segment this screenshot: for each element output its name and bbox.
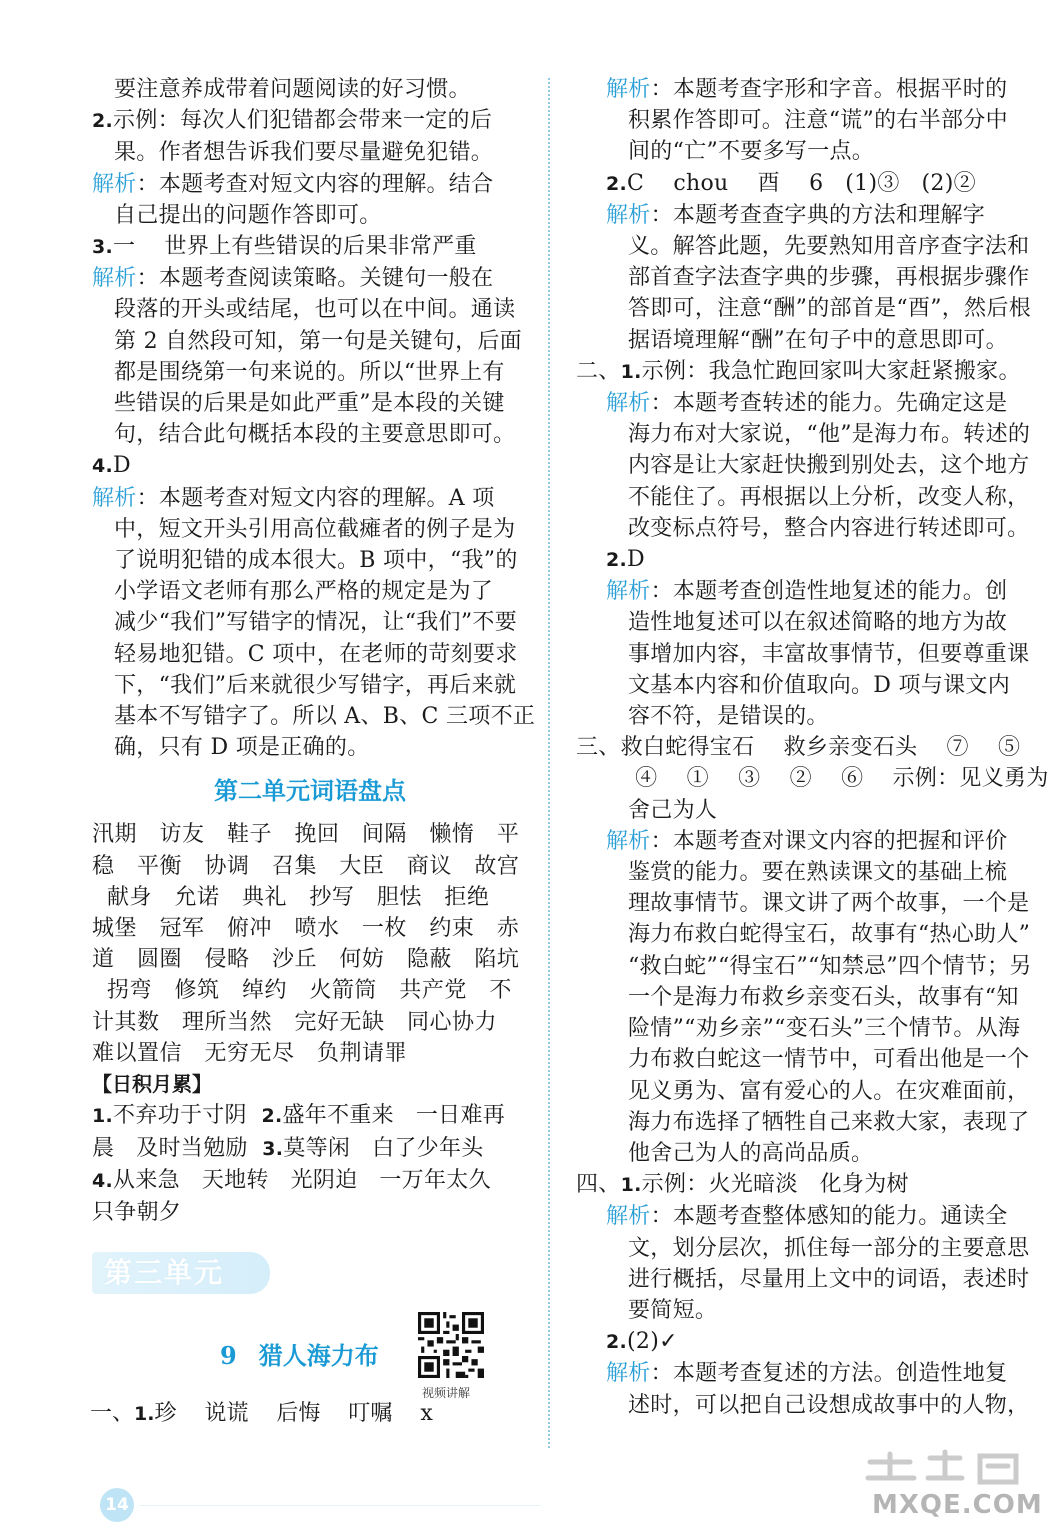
line-text: 一个是海力布救乡亲变石头，故事有“知	[628, 984, 1019, 1010]
line-text: D	[113, 453, 131, 479]
vocab-line: 汛期 访友 鞋子 挽回 间隔 懒惰 平	[92, 822, 520, 848]
line-text: 示例：火光暗淡 化身为树	[641, 1172, 909, 1198]
right_column-line	[606, 919, 1031, 950]
watermark-url: MXQE.COM	[872, 1490, 1043, 1520]
line-text: 只争朝夕	[92, 1199, 182, 1225]
right_column-line	[606, 262, 1030, 293]
right_column-line	[606, 1044, 1030, 1075]
left_column-line	[92, 200, 528, 231]
item-number: 3.	[262, 1137, 284, 1160]
line-text: ：本题考查创造性地复述的能力。创	[650, 579, 1008, 605]
answer-section-one-line	[90, 1396, 433, 1427]
footer-rule	[140, 1505, 540, 1506]
line-text: 要注意养成带着问题阅读的好习惯。	[114, 77, 471, 102]
right_column-line	[606, 1326, 1016, 1358]
right_column-line	[606, 325, 1016, 356]
line-text: 改变标点符号，整合内容进行转述即可。	[628, 515, 1030, 541]
section-heading: 第二单元词语盘点	[214, 777, 406, 806]
right_column-line	[606, 74, 1016, 105]
qr-code-icon[interactable]	[418, 1312, 484, 1378]
line-text: 些错误的后果是如此严重”是本段的关键	[114, 391, 505, 417]
left_column-line	[92, 169, 528, 200]
left_column-line	[92, 137, 528, 168]
item-number: 1.	[134, 1403, 155, 1425]
right_column-line	[606, 450, 1030, 481]
line-text: 事增加内容，丰富故事情节，但要尊重课	[628, 641, 1030, 667]
lesson-number: 9	[220, 1341, 237, 1370]
page-number: 14	[100, 1488, 134, 1522]
item-number: 2.	[606, 1331, 628, 1354]
line-text: 小学语文老师有那么严格的规定是为了	[114, 579, 494, 605]
line-text: 理故事情节。课文讲了两个故事，一个是	[628, 891, 1030, 917]
right_column-line	[606, 231, 1030, 262]
vocab-line: 拐弯 修筑 绰约 火箭筒 共产党 不	[92, 978, 512, 1004]
line-text: 述时，可以把自己设想成故事中的人物，	[628, 1392, 1030, 1418]
right_column-line	[606, 639, 1030, 670]
line-text: 见义勇为、富有爱心的人。在灾难面前，	[628, 1078, 1030, 1104]
line-text: 文基本内容和价值取向。D 项与课文内	[628, 672, 1011, 698]
qr-label: 视频讲解	[422, 1386, 471, 1400]
item-number: 4.	[92, 455, 114, 478]
line-text: ：本题考查字形和字音。根据平时的	[650, 77, 1008, 102]
line-text: D	[627, 547, 645, 573]
left_column-line	[92, 419, 528, 450]
right_column-line	[606, 607, 1016, 638]
line-text: 海力布选择了牺牲自己来救大家，表现了	[628, 1109, 1030, 1135]
right_column-line	[606, 795, 1016, 826]
right_column-line	[606, 168, 1016, 200]
line-text: 从来急 天地转 光阴迫 一万年太久	[113, 1167, 491, 1193]
right_column-line	[606, 1076, 1030, 1107]
left_column-line	[92, 639, 528, 670]
line-text: 险情”“劝乡亲”“变石头”三个情节。从海	[628, 1016, 1021, 1042]
line-text: 间的“亡”不要多写一点。	[628, 139, 875, 165]
line-text: 句，结合此句概括本段的主要意思即可。	[114, 422, 516, 448]
right_column-line	[606, 1013, 1021, 1044]
analysis-label: 解析	[92, 485, 137, 511]
left_column-line	[92, 326, 528, 357]
vocab-line: 计其数 理所当然 完好无缺 同心协力	[92, 1009, 497, 1035]
line-text: 进行概括，尽量用上文中的词语，表述时	[628, 1266, 1030, 1292]
unit-banner-text: 第三单元	[104, 1256, 225, 1289]
right_column-line	[606, 826, 1016, 857]
line-text: 确，只有 D 项是正确的。	[114, 735, 370, 761]
right_column-line	[606, 388, 1016, 419]
right_column-line	[606, 136, 1016, 167]
line-text: 不弃功于寸阴	[113, 1103, 262, 1129]
riji-line	[92, 1100, 528, 1132]
line-text: 示例：我急忙跑回家叫大家赶紧搬家。	[641, 358, 1021, 384]
section-marker: 二、	[576, 358, 621, 384]
line-text: 中，短文开头引用高位截瘫者的例子是为	[114, 516, 516, 542]
line-text: 海力布救白蛇得宝石，故事有“热心助人”	[628, 922, 1031, 948]
line-text: 文，划分层次，抓住每一部分的主要意思	[628, 1235, 1030, 1261]
line-text: “救白蛇”“得宝石”“知禁忌”四个情节；另	[628, 953, 1032, 979]
line-text: 自己提出的问题作答即可。	[114, 202, 382, 228]
item-number: 2.	[261, 1105, 283, 1128]
line-text: 部首查字法查字典的步骤，再根据步骤作	[628, 265, 1030, 291]
line-text: ：本题考查对短文内容的理解。结合	[136, 171, 494, 197]
left_column-line	[92, 701, 536, 732]
right_column-line	[606, 1138, 1016, 1169]
line-text: 舍己为人	[628, 797, 718, 823]
line-text: ：本题考查对课文内容的把握和评价	[650, 828, 1008, 854]
left_column-line	[92, 514, 528, 545]
line-text: 轻易地犯错。C 项中，在老师的苛刻要求	[114, 641, 518, 667]
line-text: 力布救白蛇这一情节中，可看出他是一个	[628, 1047, 1030, 1073]
line-text: 莫等闲 白了少年头	[283, 1135, 484, 1161]
answer-text: 珍 说谎 后悔 叮嘱 x	[154, 1401, 433, 1426]
left_column-line	[92, 545, 528, 576]
analysis-label: 解析	[606, 1361, 651, 1387]
left_column-line	[92, 388, 528, 419]
line-text: 晨 及时当勉励	[92, 1135, 263, 1161]
left_column-line	[92, 263, 528, 294]
line-text: 段落的开头或结尾，也可以在中间。通读	[114, 297, 516, 323]
line-text: ：本题考查转述的能力。先确定这是	[650, 391, 1008, 417]
analysis-label: 解析	[606, 1204, 651, 1230]
line-text: ：本题考查查字典的方法和理解字	[650, 202, 986, 228]
riji-line	[92, 1165, 528, 1197]
line-text: ：本题考查阅读策略。关键句一般在	[136, 266, 494, 292]
right_column-line	[606, 1201, 1016, 1232]
line-text: 果。作者想告诉我们要尽量避免犯错。	[114, 140, 494, 166]
left_column-line	[92, 732, 528, 763]
right_column-line	[606, 576, 1016, 607]
analysis-label: 解析	[92, 171, 137, 197]
analysis-label: 解析	[606, 391, 651, 417]
line-text: ：本题考查对短文内容的理解。A 项	[136, 485, 495, 511]
left_column-line	[92, 576, 528, 607]
line-text: ：本题考查复述的方法。创造性地复	[650, 1361, 1008, 1387]
left_column-line	[92, 483, 528, 514]
line-text: 答即可，注意“酬”的部首是“酉”，然后根	[628, 296, 1031, 322]
right_column-line	[606, 513, 1030, 544]
line-text: 下，“我们”后来就很少写错字，再后来就	[114, 672, 517, 698]
vocab-line: 道 圆圈 侵略 沙丘 何妨 隐蔽 陷坑	[92, 947, 520, 973]
right_column-line	[606, 1233, 1030, 1264]
analysis-label: 解析	[606, 202, 651, 228]
line-text: 一 世界上有些错误的后果非常严重	[113, 234, 477, 260]
right_column-line	[606, 1390, 1030, 1421]
line-text: 据语境理解“酬”在句子中的意思即可。	[628, 327, 1008, 353]
analysis-label: 解析	[606, 77, 651, 102]
right_column-line	[606, 951, 1032, 982]
line-text: 救白蛇得宝石 救乡亲变石头 ⑦ ⑤	[620, 735, 1021, 761]
line-text: C chou 酉 6 (1)③ (2)②	[627, 170, 976, 196]
right_column-line	[606, 888, 1030, 919]
vocab-line: 稳 平衡 协调 召集 大臣 商议 故宫	[92, 853, 520, 879]
line-text: 盛年不重来 一日难再	[282, 1103, 506, 1129]
vocab-line: 城堡 冠军 俯冲 喷水 一枚 约束 赤	[92, 916, 520, 942]
section-marker: 三、	[576, 735, 621, 761]
section-marker: 一、	[90, 1401, 135, 1426]
left_column-line	[92, 357, 528, 388]
right_column-line	[606, 1295, 1016, 1326]
left_column-line	[92, 231, 528, 263]
line-text: 积累作答即可。注意“谎”的右半部分中	[628, 108, 1008, 134]
line-text: 基本不写错字了。所以 A、B、C 三项不正	[114, 704, 536, 730]
left_column-line	[92, 450, 528, 482]
right_column-line	[606, 1264, 1030, 1295]
left_column-line	[92, 105, 528, 137]
riji-title: 【日积月累】	[92, 1072, 212, 1097]
line-text: 要简短。	[628, 1297, 718, 1323]
line-text: 内容是让大家赶快搬到别处去，这个地方	[628, 453, 1030, 479]
left_column-line	[92, 74, 528, 105]
right_column-line	[606, 200, 1016, 231]
item-number: 1.	[620, 1174, 642, 1197]
lesson-title-text: 猎人海力布	[258, 1342, 379, 1370]
analysis-label: 解析	[92, 266, 137, 292]
right_column-line	[606, 982, 1019, 1013]
right_column-line	[606, 857, 1016, 888]
line-text: 减少“我们”写错字的情况，让“我们”不要	[114, 610, 517, 636]
analysis-label: 解析	[606, 828, 651, 854]
right_column-line	[606, 419, 1031, 450]
item-number: 1.	[92, 1105, 114, 1128]
item-number: 1.	[620, 360, 642, 383]
line-text: (2)✓	[627, 1329, 678, 1355]
line-text: 示例：每次人们犯错都会带来一定的后	[113, 108, 493, 134]
right_column-line	[606, 105, 1016, 136]
line-text: 了说明犯错的成本很大。B 项中，“我”的	[114, 548, 518, 574]
left_column-line	[92, 294, 528, 325]
line-text: ④ ① ③ ② ⑥ 示例：见义勇为	[606, 766, 1049, 792]
right_column-line	[606, 293, 1031, 324]
right_column-line	[606, 763, 1049, 794]
right_column-line	[606, 701, 1016, 732]
line-text: 海力布对大家说，“他”是海力布。转述的	[628, 422, 1031, 448]
line-text: 他舍己为人的高尚品质。	[628, 1140, 874, 1166]
column-divider	[548, 78, 550, 1448]
item-number: 4.	[92, 1169, 114, 1192]
right_column-line	[576, 1169, 1016, 1201]
right_column-line	[606, 1107, 1030, 1138]
line-text: ：本题考查整体感知的能力。通读全	[650, 1204, 1008, 1230]
line-text: 不能住了。再根据以上分析，改变人称，	[628, 484, 1030, 510]
section-marker: 四、	[576, 1172, 621, 1198]
line-text: 鉴赏的能力。要在熟读课文的基础上梳	[628, 860, 1008, 886]
item-number: 2.	[92, 110, 114, 133]
line-text: 第 2 自然段可知，第一句是关键句，后面	[114, 328, 522, 354]
line-text: 造性地复述可以在叙述简略的地方为故	[628, 610, 1008, 636]
right_column-line	[606, 670, 1016, 701]
line-text: 容不符，是错误的。	[628, 704, 829, 730]
riji-line	[92, 1197, 528, 1228]
item-number: 2.	[606, 172, 628, 195]
right_column-line	[576, 732, 1021, 763]
right-column	[576, 74, 1049, 1421]
right_column-line	[606, 1358, 1016, 1389]
item-number: 2.	[606, 549, 628, 572]
right_column-line	[576, 356, 1021, 388]
right_column-line	[606, 544, 1016, 576]
left_column-line	[92, 670, 528, 701]
lesson-title	[220, 1336, 379, 1371]
riji-line	[92, 1133, 528, 1165]
unit-banner	[92, 1252, 270, 1294]
vocab-line: 献身 允诺 典礼 抄写 胆怯 拒绝	[92, 884, 490, 910]
right_column-line	[606, 482, 1030, 513]
left-column	[92, 74, 536, 1228]
item-number: 3.	[92, 236, 114, 259]
line-text: 都是围绕第一句来说的。所以“世界上有	[114, 359, 505, 385]
line-text: 义。解答此题，先要熟知用音序查字法和	[628, 234, 1030, 260]
left_column-line	[92, 607, 528, 638]
analysis-label: 解析	[606, 579, 651, 605]
vocab-line: 难以置信 无穷无尽 负荆请罪	[92, 1040, 407, 1066]
